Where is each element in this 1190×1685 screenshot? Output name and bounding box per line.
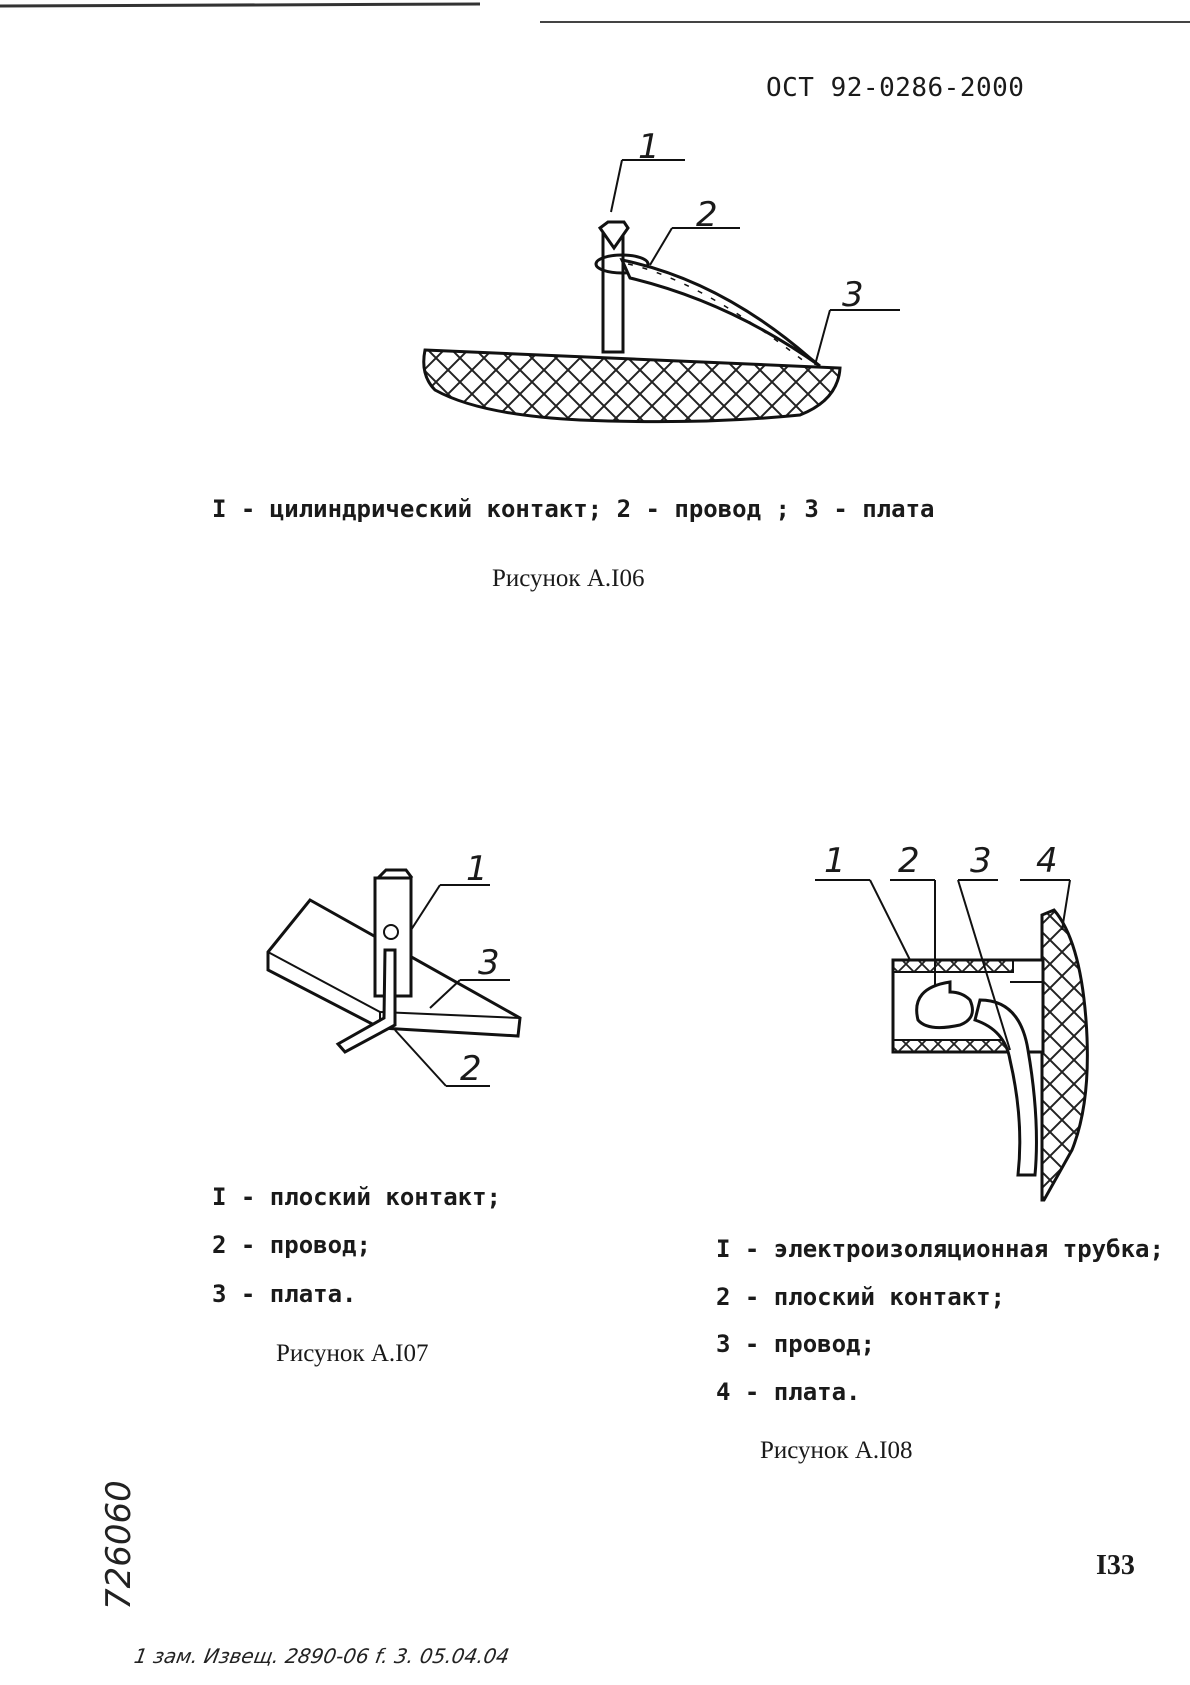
figure-108-title: Рисунок А.I08 [760, 1437, 913, 1464]
page-number: I33 [1096, 1550, 1135, 1581]
document-code: ОСТ 92-0286-2000 [766, 73, 1025, 103]
board-plate [1042, 910, 1087, 1200]
fig108-callout-4: 4 [1036, 841, 1058, 881]
fig106-callout-3: 3 [842, 275, 864, 315]
fig107-callout-2: 2 [460, 1049, 482, 1089]
figure-106-drawing [400, 127, 864, 430]
figure-108-legend-item-1: I - электроизоляционная трубка; [716, 1235, 1164, 1263]
fig108-callout-2: 2 [898, 841, 920, 881]
figure-108-legend-item-2: 2 - плоский контакт; [716, 1283, 1005, 1311]
figure-107-legend-item-2: 2 - провод; [212, 1231, 371, 1259]
figure-107-legend-item-3: 3 - плата. [212, 1280, 357, 1308]
wire [622, 260, 820, 366]
fig107-callout-3: 3 [478, 943, 500, 983]
svg-text:1 зам. Извещ. 2890-06 f. 3. 05: 1 зам. Извещ. 2890-06 f. 3. 05.04.04 [132, 1644, 512, 1668]
fig106-callout-1: 1 [638, 127, 660, 167]
fig108-callout-1: 1 [824, 841, 846, 881]
inventory-number-handwritten [72, 1450, 152, 1620]
fig107-callout-1: 1 [466, 849, 488, 889]
top-border-line [0, 0, 1190, 40]
fig108-callout-3: 3 [970, 841, 992, 881]
board-plate [424, 350, 840, 422]
figure-107-legend-item-1: I - плоский контакт; [212, 1183, 501, 1211]
fig106-callout-2: 2 [696, 195, 718, 235]
svg-text:726060: 726060 [99, 1480, 139, 1610]
figure-108-drawing [810, 820, 1110, 1210]
figure-107-drawing [260, 840, 560, 1140]
figure-106-title: Рисунок А.I06 [492, 565, 645, 592]
figure-106-legend: I - цилиндрический контакт; 2 - провод ; 3 - плата [212, 495, 935, 523]
figure-107-title: Рисунок А.I07 [276, 1340, 429, 1367]
figure-108-legend-item-3: 3 - провод; [716, 1330, 875, 1358]
figure-108-legend-item-4: 4 - плата. [716, 1378, 861, 1406]
change-note-signature [132, 1625, 512, 1685]
